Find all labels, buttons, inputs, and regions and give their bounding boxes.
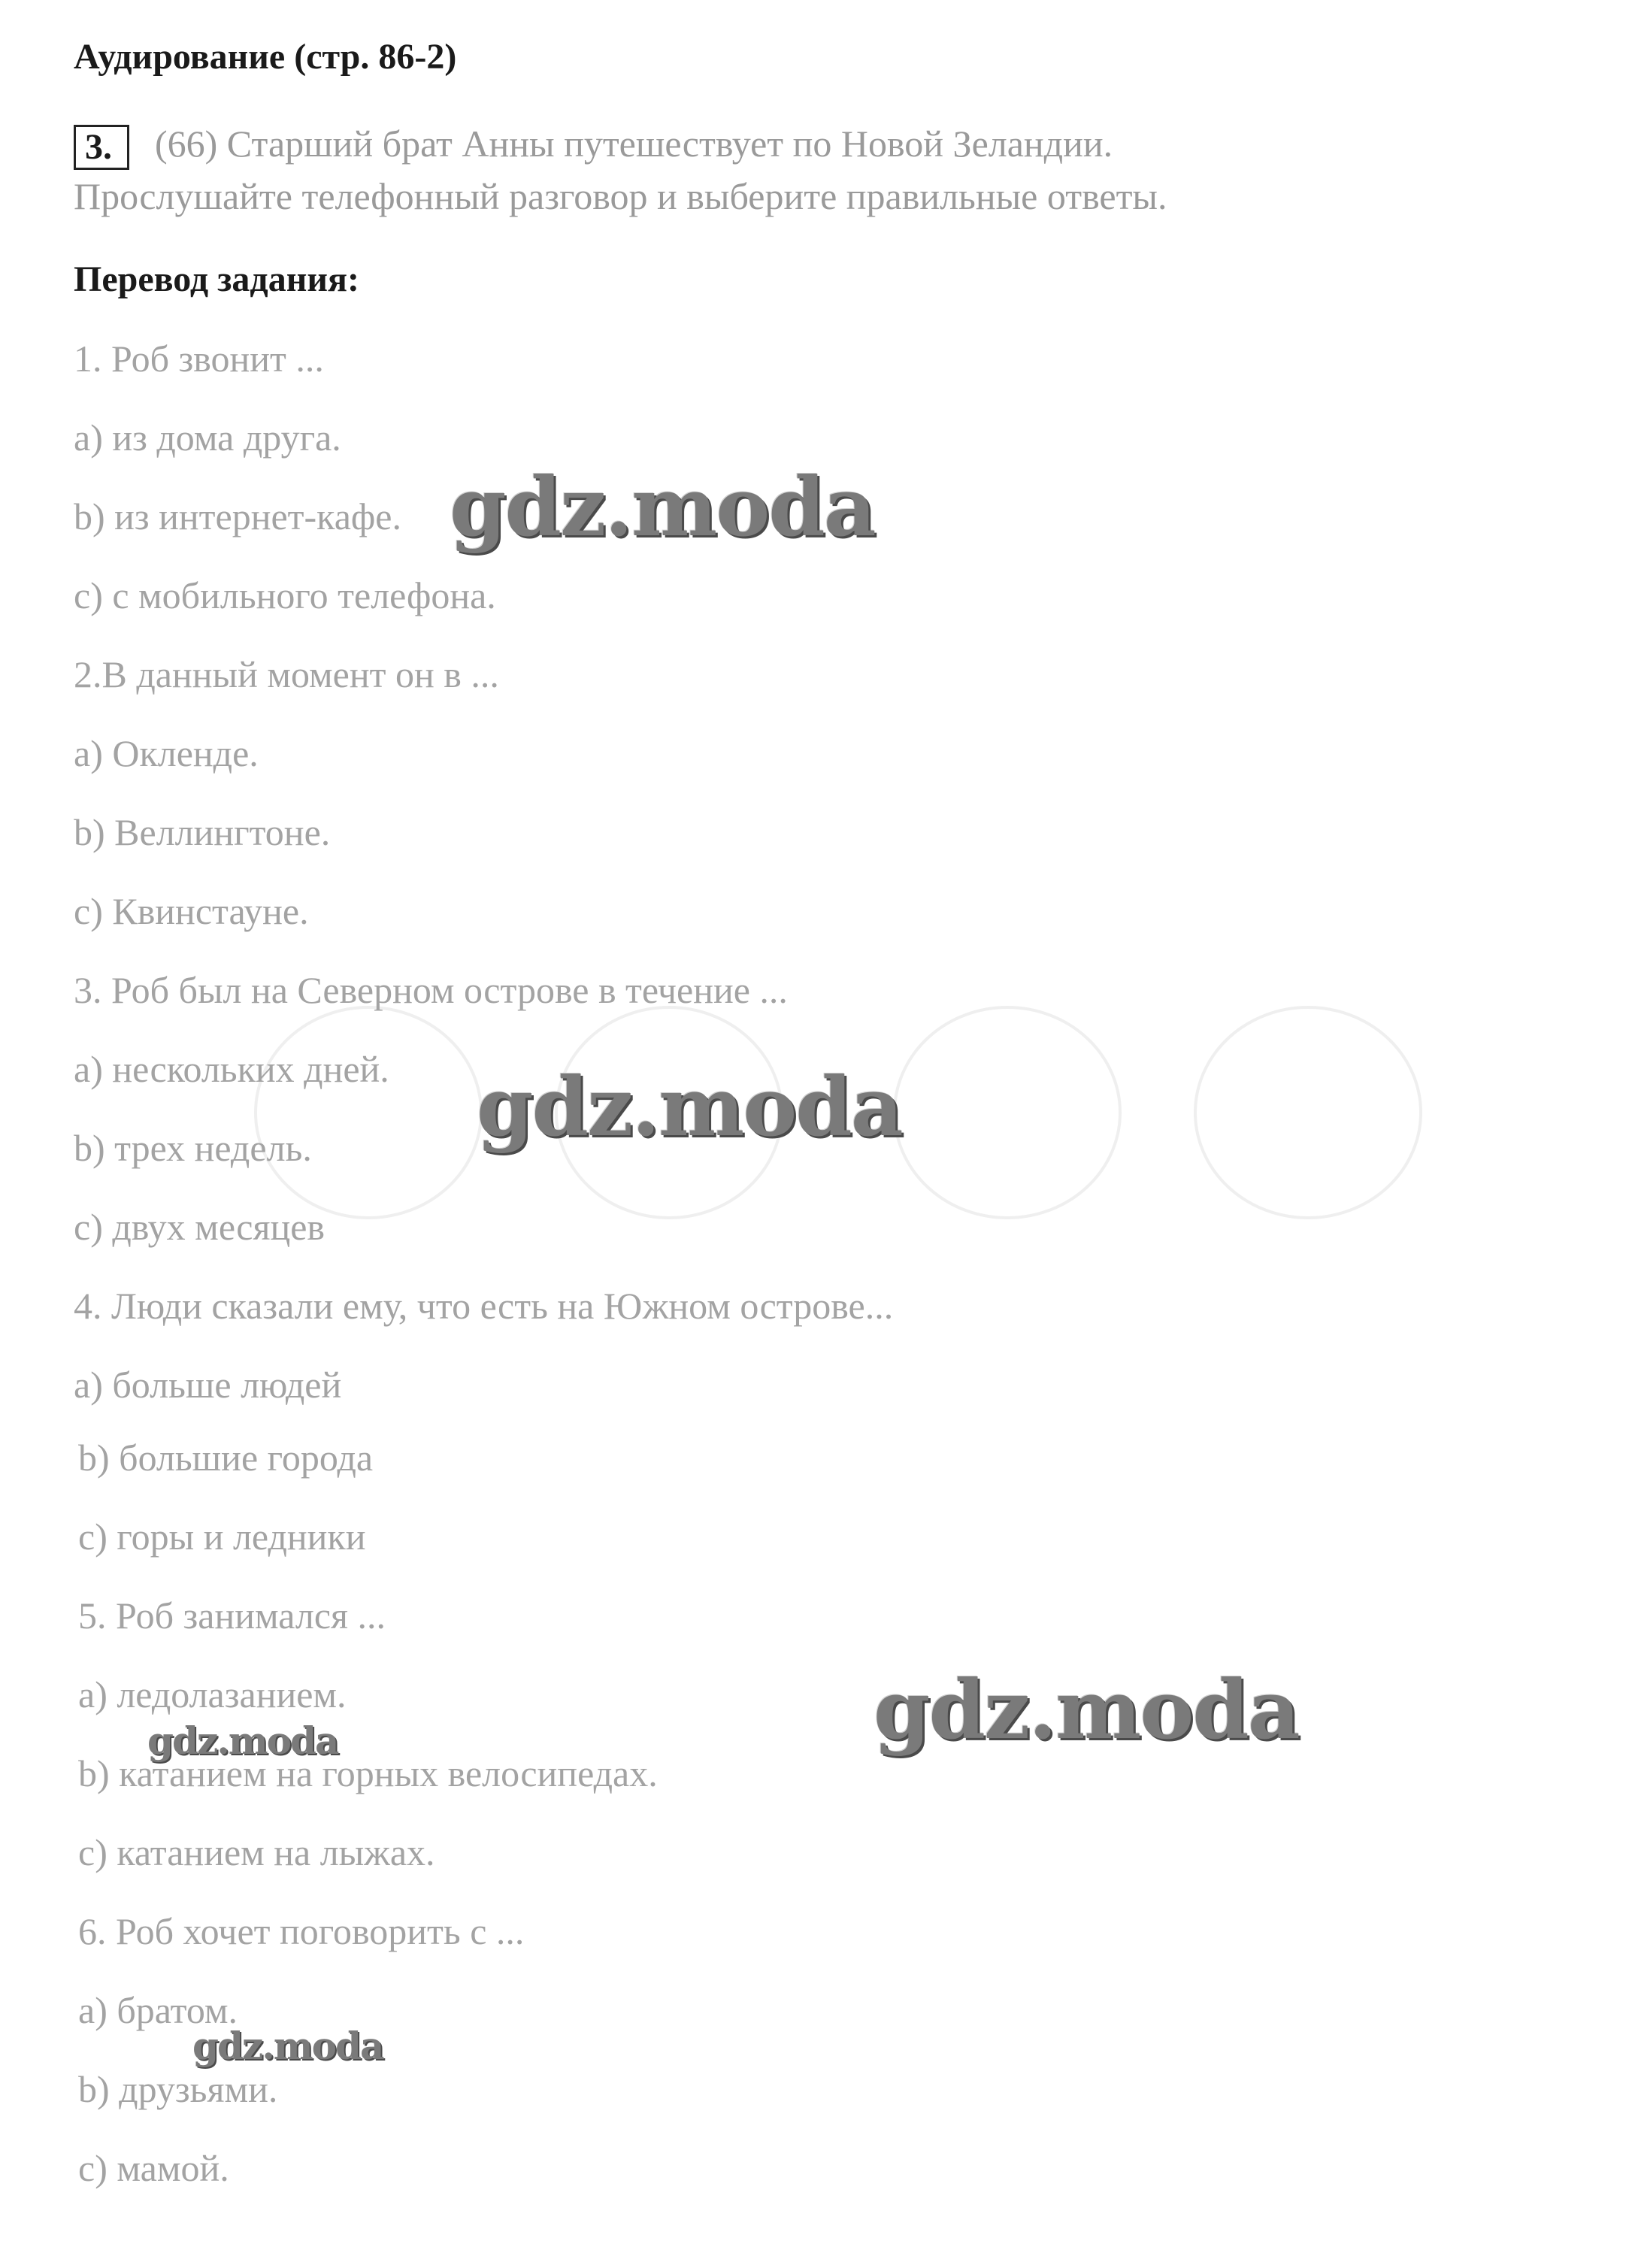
answer-5c: c) катанием на лыжах. [78,1831,435,1873]
question-2: 2.В данный момент он в ... [74,653,499,695]
question-6: 6. Роб хочет поговорить с ... [78,1910,525,1952]
question-5: 5. Роб занимался ... [78,1594,386,1637]
answer-5b: b) катанием на горных велосипедах. [78,1752,658,1794]
question-1: 1. Роб звонит ... [74,338,324,380]
task-number-badge: 3. [74,125,129,170]
answer-6c: c) мамой. [78,2147,229,2189]
answer-6a: a) братом. [78,1989,238,2031]
watermark-logo: gdz.moda [450,460,875,555]
answer-5a: a) ледолазанием. [78,1673,347,1715]
watermark-logo: gdz.moda [147,1718,338,1763]
answer-2b: b) Веллингтоне. [74,811,331,853]
answer-2c: c) Квинстауне. [74,890,309,932]
watermark-logo: gdz.moda [477,1060,902,1155]
question-4: 4. Люди сказали ему, что есть на Южном острове... [74,1285,894,1327]
answer-3a: a) нескольких дней. [74,1048,389,1090]
task-text-line-1: (66) Старший брат Анны путешествует по Новой Зеландии. [155,123,1113,165]
answer-1c: c) с мобильного телефона. [74,574,496,616]
answer-1b: b) из интернет-кафе. [74,495,401,537]
watermark-logo: gdz.moda [192,2024,383,2068]
answer-3c: c) двух месяцев [74,1206,325,1248]
question-3: 3. Роб был на Северном острове в течение ... [74,969,788,1011]
translation-heading: Перевод задания: [74,259,359,299]
task-text-line-2: Прослушайте телефонный разговор и выберите правильные ответы. [74,175,1167,217]
page-title: Аудирование (стр. 86-2) [74,37,457,77]
answer-1a: a) из дома друга. [74,416,341,459]
watermark-logo: gdz.moda [874,1663,1299,1758]
answer-4a: a) больше людей [74,1364,342,1406]
answer-4c: c) горы и ледники [78,1516,366,1558]
answer-4b: b) большие города [78,1437,374,1479]
answer-2a: a) Окленде. [74,732,259,774]
answer-6b: b) друзьями. [78,2068,278,2110]
answer-3b: b) трех недель. [74,1127,312,1169]
